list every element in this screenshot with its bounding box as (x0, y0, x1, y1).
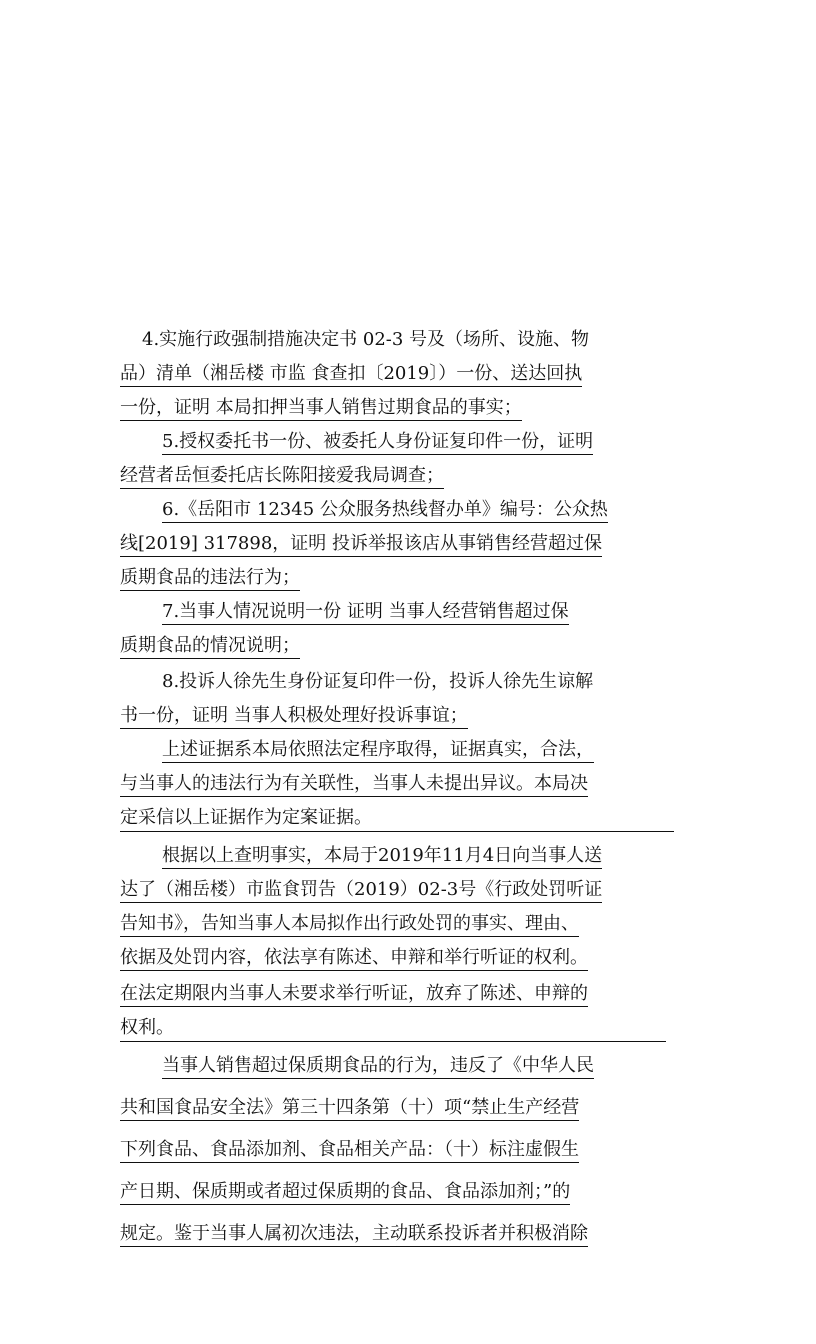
violation-line-3: 下列食品、食品添加剂、食品相关产品：（十）标注虚假生 (120, 1140, 579, 1163)
violation-line-1: 当事人销售超过保质期食品的行为，违反了《中华人民 (162, 1056, 594, 1079)
underline-rule (120, 1041, 666, 1042)
violation-line-5: 规定。鉴于当事人属初次违法，主动联系投诉者并积极消除 (120, 1224, 588, 1247)
summary-line-1: 上述证据系本局依照法定程序取得，证据真实，合法， (162, 740, 594, 763)
hearing-line-3: 告知书》，告知当事人本局拟作出行政处罚的事实、理由、 (120, 914, 579, 937)
evidence-8-line-2: 书一份，证明 当事人积极处理好投诉事谊； (120, 706, 468, 729)
hearing-line-2: 达了（湘岳楼）市监食罚告（2019）02-3号《行政处罚听证 (120, 880, 602, 903)
summary-line-3: 定采信以上证据作为定案证据。 (120, 807, 372, 828)
violation-line-4: 产日期、保质期或者超过保质期的食品、食品添加剂；”的 (120, 1182, 570, 1205)
hearing-line-6: 权利。 (120, 1017, 174, 1038)
evidence-4-line-2: 品）清单（湘岳楼 市监 食查扣〔2019〕）一份、送达回执 (120, 364, 582, 387)
evidence-6-line-3: 质期食品的违法行为； (120, 568, 300, 591)
evidence-5-line-1: 5.授权委托书一份、被委托人身份证复印件一份，证明 (162, 432, 593, 455)
evidence-4-line-1: 4.实施行政强制措施决定书 02-3 号及（场所、设施、物 (142, 329, 590, 350)
evidence-6-line-1: 6.《岳阳市 12345 公众服务热线督办单》编号：公众热 (162, 500, 608, 523)
evidence-6-line-2: 线[2019] 317898，证明 投诉举报该店从事销售经营超过保 (120, 534, 602, 557)
summary-line-2: 与当事人的违法行为有关联性，当事人未提出异议。本局决 (120, 774, 588, 797)
hearing-line-1: 根据以上查明事实，本局于2019年11月4日向当事人送 (162, 846, 602, 869)
evidence-5-line-2: 经营者岳恒委托店长陈阳接爱我局调查； (120, 466, 444, 489)
hearing-line-4: 依据及处罚内容，依法享有陈述、申辩和举行听证的权利。 (120, 948, 588, 971)
violation-line-2: 共和国食品安全法》第三十四条第（十）项“禁止生产经营 (120, 1098, 579, 1121)
underline-rule (120, 831, 674, 832)
hearing-line-5: 在法定期限内当事人未要求举行听证，放弃了陈述、申辩的 (120, 984, 588, 1007)
evidence-4-line-3: 一份，证明 本局扣押当事人销售过期食品的事实； (120, 398, 522, 421)
evidence-7-line-1: 7.当事人情况说明一份 证明 当事人经营销售超过保 (162, 602, 569, 625)
evidence-8-line-1: 8.投诉人徐先生身份证复印件一份，投诉人徐先生谅解 (162, 671, 594, 692)
evidence-7-line-2: 质期食品的情况说明； (120, 636, 300, 659)
